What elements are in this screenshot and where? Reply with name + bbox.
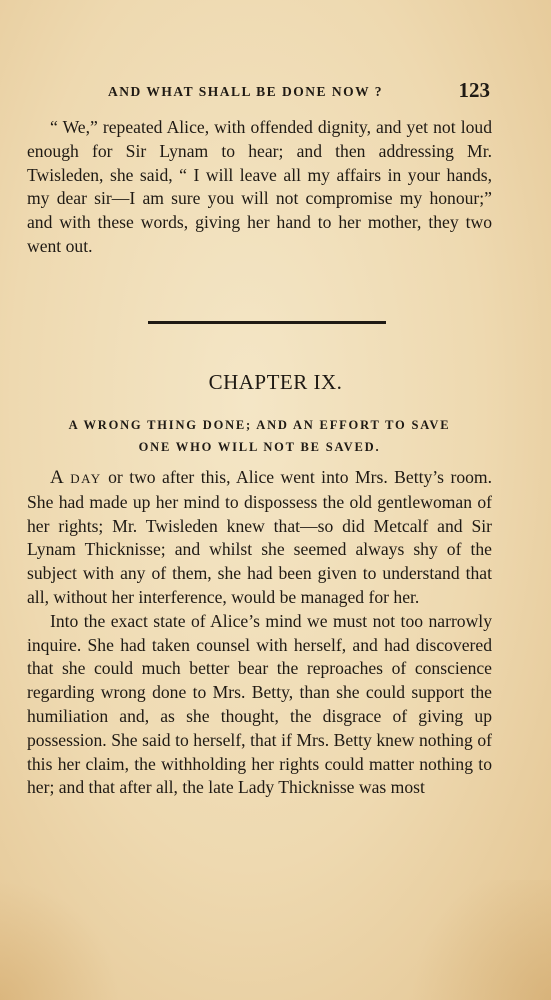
- opening-word: A: [50, 467, 64, 488]
- continuation-text: [27, 116, 492, 259]
- chapter-body: [27, 466, 492, 800]
- chapter-divider-rule: [148, 321, 386, 324]
- opening-small-caps: DAY: [70, 471, 102, 486]
- running-title: AND WHAT SHALL BE DONE NOW ?: [108, 84, 384, 99]
- page-number: 123: [458, 78, 490, 102]
- paper-stain-right: [391, 880, 551, 1000]
- chapter-subtitle-line-1: A WRONG THING DONE; AND AN EFFORT TO SAVE: [68, 418, 451, 432]
- body-paragraph-1-text: or two after this, Alice went into Mrs. Betty’s room. She had made up her mind to dispossess the old gentlewoman of her rights; Mr. Twisleden knew that—so did Metcalf and Sir Lynam Thicknisse; and whilst she seemed always shy of the subject with any of them, she had been given to understand that all, without her interference, would be managed for her.: [27, 467, 493, 607]
- chapter-heading: CHAPTER IX.: [208, 370, 343, 394]
- body-paragraph-2: Into the exact state of Alice’s mind we must not too narrowly inquire. She had taken counsel with herself, and had discovered that she could much better bear the reproaches of conscience regarding wrong done to Mrs. Betty, than she could support the humiliation and, as she thought, the disgrace of giving up possession. She said to herself, that if Mrs. Betty knew nothing of this her claim, the withholding her rights could matter nothing to her; and that after all, the late Lady Thicknisse was most: [27, 610, 492, 798]
- continuation-paragraph: “ We,” repeated Alice, with offended dignity, and yet not loud enough for Sir Lynam to hear; and then addressing Mr. Twisleden, she said, “ I will leave all my affairs in your hands, my dear sir—I am sure you will not compromise my honour;” and with these words, giving her hand to her mother, they two went out.: [27, 117, 492, 256]
- chapter-subtitle-line-2: ONE WHO WILL NOT BE SAVED.: [138, 440, 381, 454]
- paper-stain-left: [0, 880, 120, 1000]
- body-paragraph-1: [27, 466, 492, 610]
- chapter-subtitle: [27, 414, 492, 458]
- running-head: [108, 78, 490, 104]
